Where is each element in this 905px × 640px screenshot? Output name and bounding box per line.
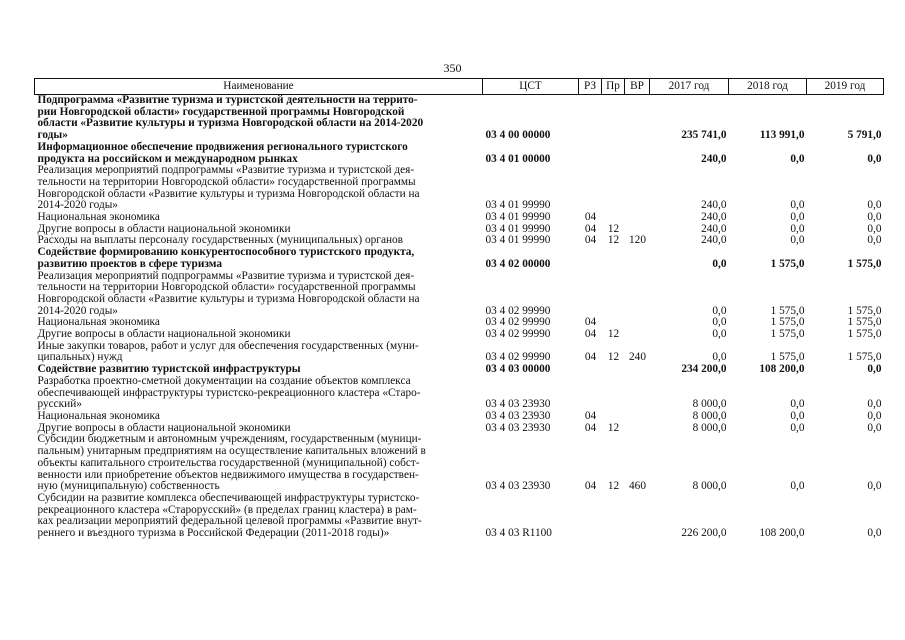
row-cst-code: 03 4 03 00000 (485, 363, 551, 376)
row-vr-code: 120 (629, 234, 646, 247)
row-amount-2018: 0,0 (790, 480, 805, 493)
table-row (35, 165, 884, 212)
row-amount-2017: 8 000,0 (692, 398, 727, 411)
row-rz-code (579, 165, 602, 212)
table-row (35, 329, 884, 341)
row-rz-code (579, 364, 602, 376)
row-amount-2018: 1 575,0 (770, 328, 805, 341)
row-cst-code: 03 4 02 99990 (485, 351, 551, 364)
row-amount-2019: 0,0 (867, 222, 882, 235)
row-amount-2018: 108 200,0 (759, 363, 805, 376)
row-pr-code (602, 376, 625, 411)
row-pr-code (602, 364, 625, 376)
row-vr-code (625, 493, 650, 540)
row-cst-code: 03 4 03 23930 (485, 480, 551, 493)
row-name: Разработка проектно-сметной документации на создание объектов комплекса обеспечивающей инфраструктуры туристско-рекреационного кластера «Старо- русский» (37, 374, 421, 411)
row-name: Другие вопросы в области национальной экономики (37, 222, 291, 235)
row-vr-code (625, 142, 650, 165)
table-row (35, 142, 884, 165)
row-amount-2019: 0,0 (867, 421, 882, 434)
row-rz-code: 04 (584, 234, 597, 247)
row-amount-2017: 240,0 (701, 152, 727, 165)
row-amount-2018: 0,0 (790, 211, 805, 224)
row-pr-code: 12 (607, 351, 620, 364)
row-rz-code: 04 (584, 480, 597, 493)
table-row (35, 493, 884, 540)
row-cst-code: 03 4 01 00000 (485, 152, 551, 165)
row-amount-2019: 0,0 (867, 480, 882, 493)
row-cst-code: 03 4 02 99990 (485, 316, 551, 329)
row-rz-code: 04 (584, 351, 597, 364)
row-vr-code (625, 247, 650, 270)
table-row (35, 247, 884, 270)
budget-table (34, 78, 884, 540)
row-amount-2019: 1 575,0 (847, 328, 882, 341)
row-amount-2017: 8 000,0 (692, 480, 727, 493)
row-amount-2017: 8 000,0 (692, 409, 727, 422)
row-amount-2019: 1 575,0 (847, 316, 882, 329)
row-rz-code: 04 (584, 222, 597, 235)
row-vr-code: 240 (629, 351, 646, 364)
row-pr-code (602, 271, 625, 318)
row-rz-code (579, 376, 602, 411)
row-amount-2019: 0,0 (867, 199, 882, 212)
row-name: Национальная экономика (37, 316, 160, 329)
row-amount-2018: 0,0 (790, 398, 805, 411)
row-amount-2019: 1 575,0 (847, 257, 882, 270)
row-rz-code: 04 (584, 316, 597, 329)
row-pr-code: 12 (607, 222, 620, 235)
row-name: Субсидии бюджетным и автономным учреждениям, государственным (муници- пальным) унитарным предприятиям на осуществление капитальных вложений в объекты капитального строительства государственной (муниципальной) собст- венности или приобретение объектов недвижимого имущества в государствен- ную (муниципальную) собственность (37, 433, 426, 493)
table-row (35, 434, 884, 493)
row-amount-2018: 1 575,0 (770, 316, 805, 329)
row-cst-code: 03 4 01 99990 (485, 199, 551, 212)
row-cst-code: 03 4 01 99990 (485, 222, 551, 235)
row-amount-2019: 5 791,0 (847, 129, 882, 142)
column-header-vr: ВР (625, 79, 650, 95)
row-amount-2019: 0,0 (867, 363, 882, 376)
row-rz-code (579, 493, 602, 540)
row-amount-2018: 0,0 (790, 222, 805, 235)
row-pr-code (602, 247, 625, 270)
row-rz-code: 04 (584, 421, 597, 434)
row-rz-code (579, 142, 602, 165)
row-amount-2018: 113 991,0 (759, 129, 805, 142)
row-amount-2018: 108 200,0 (759, 527, 805, 540)
row-cst-code: 03 4 03 R1100 (485, 527, 552, 540)
row-amount-2017: 0,0 (712, 304, 727, 317)
row-cst-code: 03 4 03 23930 (485, 409, 551, 422)
row-amount-2019: 1 575,0 (847, 304, 882, 317)
page-number: 350 (443, 61, 462, 75)
table-row (35, 411, 884, 423)
row-amount-2017: 0,0 (712, 257, 727, 270)
row-amount-2018: 1 575,0 (770, 351, 805, 364)
row-amount-2017: 234 200,0 (681, 363, 727, 376)
row-amount-2018: 0,0 (790, 409, 805, 422)
row-name: Реализация мероприятий подпрограммы «Развитие туризма и туристской дея- тельности на территории Новгородской области» государственной программы Новгородской области «Развитие культуры и туризма Новгородской области на 2014-2020 годы» (37, 269, 420, 317)
row-cst-code: 03 4 01 99990 (485, 211, 551, 224)
table-row (35, 212, 884, 224)
row-name: Реализация мероприятий подпрограммы «Развитие туризма и туристской дея- тельности на территории Новгородской области» государственной программы Новгородской области «Развитие культуры и туризма Новгородской области на 2014-2020 годы» (37, 164, 420, 212)
row-cst-code: 03 4 03 23930 (485, 421, 551, 434)
row-cst-code: 03 4 03 23930 (485, 398, 551, 411)
row-name: Расходы на выплаты персоналу государственных (муниципальных) органов (37, 234, 403, 247)
column-header-pr: Пр (602, 79, 625, 95)
column-header-2017: 2017 год (650, 79, 729, 95)
row-name: Другие вопросы в области национальной экономики (37, 328, 291, 341)
column-header-rz: РЗ (579, 79, 602, 95)
row-amount-2017: 235 741,0 (681, 129, 727, 142)
row-vr-code (625, 376, 650, 411)
row-amount-2019: 0,0 (867, 152, 882, 165)
row-vr-code (625, 271, 650, 318)
row-cst-code: 03 4 00 00000 (485, 129, 551, 142)
table-header-row (35, 79, 884, 95)
row-amount-2019: 0,0 (867, 409, 882, 422)
column-header-name: Наименование (35, 79, 483, 95)
row-vr-code (625, 165, 650, 212)
row-name: Субсидии на развитие комплекса обеспечивающей инфраструктуры туристско- рекреационного кластера «Старорусский» (в пределах границ кластера) в рам- ках реализации мероприятий федеральной целевой программы «Развитие внут- реннего и въездного туризма в Российской Федерации (2011-2018 годы)» (37, 491, 422, 540)
row-amount-2019: 0,0 (867, 211, 882, 224)
row-amount-2017: 226 200,0 (681, 527, 727, 540)
row-cst-code: 03 4 01 99990 (485, 234, 551, 247)
row-cst-code: 03 4 02 99990 (485, 304, 551, 317)
row-amount-2019: 0,0 (867, 234, 882, 247)
row-amount-2017: 8 000,0 (692, 421, 727, 434)
row-amount-2017: 240,0 (701, 222, 727, 235)
row-name: Содействие развитию туристской инфраструктуры (37, 363, 301, 376)
row-amount-2017: 240,0 (701, 199, 727, 212)
row-rz-code: 04 (584, 409, 597, 422)
row-amount-2018: 0,0 (790, 234, 805, 247)
row-pr-code: 12 (607, 234, 620, 247)
table-row (35, 95, 884, 142)
row-pr-code (602, 212, 625, 224)
row-amount-2018: 1 575,0 (770, 304, 805, 317)
row-name: Иные закупки товаров, работ и услуг для обеспечения государственных (муни- ципальных) нужд (37, 339, 419, 364)
row-vr-code (625, 329, 650, 341)
row-amount-2018: 0,0 (790, 152, 805, 165)
row-pr-code: 12 (607, 480, 620, 493)
row-amount-2019: 0,0 (867, 398, 882, 411)
row-pr-code (602, 493, 625, 540)
row-amount-2017: 0,0 (712, 328, 727, 341)
table-row (35, 341, 884, 364)
column-header-cst: ЦСТ (483, 79, 579, 95)
row-name: Подпрограмма «Развитие туризма и туристской деятельности на террито- рии Новгородской области» государственной программы Новгородской области «Развитие культуры и туризма Новгородской области на 2014-2020 годы» (37, 94, 424, 142)
row-amount-2018: 0,0 (790, 421, 805, 434)
row-amount-2017: 240,0 (701, 211, 727, 224)
row-vr-code: 460 (629, 480, 646, 493)
row-vr-code (625, 95, 650, 142)
row-pr-code (602, 95, 625, 142)
row-cst-code: 03 4 02 99990 (485, 328, 551, 341)
row-rz-code (579, 247, 602, 270)
row-cst-code: 03 4 02 00000 (485, 257, 551, 270)
row-pr-code (602, 165, 625, 212)
row-amount-2018: 1 575,0 (770, 257, 805, 270)
row-pr-code: 12 (607, 328, 620, 341)
row-amount-2018: 0,0 (790, 199, 805, 212)
row-rz-code: 04 (584, 328, 597, 341)
row-vr-code (625, 411, 650, 423)
column-header-2019: 2019 год (807, 79, 884, 95)
row-pr-code: 12 (607, 421, 620, 434)
column-header-2018: 2018 год (729, 79, 807, 95)
row-pr-code (602, 142, 625, 165)
row-amount-2019: 0,0 (867, 527, 882, 540)
row-name: Другие вопросы в области национальной экономики (37, 421, 291, 434)
row-vr-code (625, 364, 650, 376)
table-row (35, 271, 884, 318)
row-name: Национальная экономика (37, 211, 160, 224)
row-name: Содействие формированию конкурентоспособного туристского продукта, развитию проектов в сфере туризма (37, 246, 415, 270)
row-rz-code: 04 (584, 211, 597, 224)
row-vr-code (625, 317, 650, 329)
row-amount-2019: 1 575,0 (847, 351, 882, 364)
table-row (35, 376, 884, 411)
row-pr-code (602, 411, 625, 423)
row-amount-2017: 240,0 (701, 234, 727, 247)
row-vr-code (625, 212, 650, 224)
row-name: Информационное обеспечение продвижения регионального туристского продукта на российском и международном рынках (37, 140, 408, 165)
row-rz-code (579, 271, 602, 318)
table-body (35, 95, 884, 540)
row-vr-code (625, 423, 650, 435)
row-amount-2017: 0,0 (712, 351, 727, 364)
row-amount-2017: 0,0 (712, 316, 727, 329)
row-rz-code (579, 95, 602, 142)
row-name: Национальная экономика (37, 409, 160, 422)
